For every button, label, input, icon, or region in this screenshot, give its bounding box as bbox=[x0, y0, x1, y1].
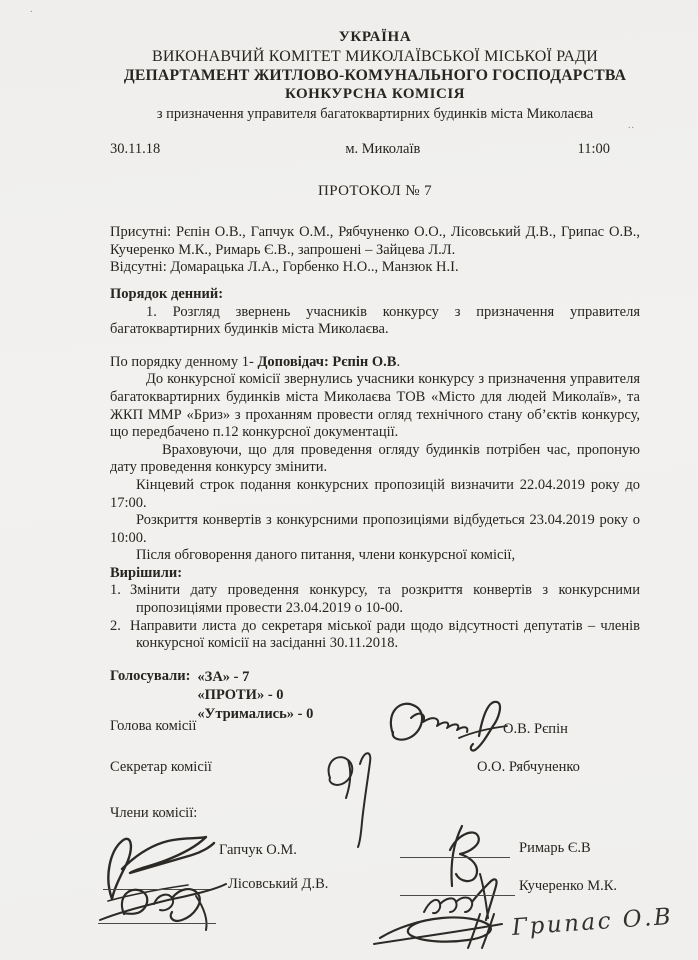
decision-item bbox=[110, 618, 640, 653]
voting-against: «ПРОТИ» - 0 bbox=[197, 687, 284, 704]
decision-item-text: Змінити дату проведення конкурсу, та розкриття конвертів з конкурсними пропозиціями провести 23.04.2019 о 10-00. bbox=[130, 582, 640, 617]
member-name-grypas-handwritten: Грипас О.В bbox=[511, 903, 675, 941]
chairman-role: Голова комісії bbox=[110, 718, 197, 734]
meeting-city: м. Миколаїв bbox=[345, 141, 421, 157]
signature-line bbox=[400, 857, 510, 858]
decision-item-text: Направити листа до секретаря міської ради щодо відсутності депутатів – членів конкурсної комісії на засіданні 30.11.2018. bbox=[130, 617, 640, 652]
scan-artifact: .. bbox=[628, 120, 635, 131]
header-department: ДЕПАРТАМЕНТ ЖИТЛОВО-КОМУНАЛЬНОГО ГОСПОДАРСТВА bbox=[123, 67, 627, 84]
decisions-heading: Вирішили: bbox=[110, 564, 183, 581]
meeting-date: 30.11.18 bbox=[110, 141, 161, 157]
report-paragraph: Кінцевий строк подання конкурсних пропозицій визначити 22.04.2019 року до 17:00. bbox=[110, 476, 640, 511]
signature-lisovskyi-icon bbox=[96, 868, 228, 932]
members-heading: Члени комісії: bbox=[110, 805, 198, 821]
header-committee: ВИКОНАВЧИЙ КОМІТЕТ МИКОЛАЇВСЬКОЇ МІСЬКОЇ РАДИ bbox=[152, 48, 598, 65]
header-commission: КОНКУРСНА КОМІСІЯ bbox=[284, 86, 466, 102]
secretary-role: Секретар комісії bbox=[110, 759, 212, 775]
report-paragraph: Розкриття конвертів з конкурсними пропозиціями відбудеться 23.04.2019 року о 10:00. bbox=[110, 512, 640, 546]
voting-abstained: «Утримались» - 0 bbox=[197, 705, 314, 722]
attendance-block bbox=[110, 224, 640, 277]
chairman-name: О.В. Рєпін bbox=[503, 721, 568, 737]
report-paragraph: Враховуючи, що для проведення огляду будинків потрібен час, пропоную дату проведення конкурсу змінити. bbox=[110, 441, 640, 476]
signature-line bbox=[103, 889, 213, 890]
present-line: Присутні: Рєпін О.В., Гапчук О.М., Рябчуненко О.О., Лісовський Д.В., Грипас О.В., Кучеренко М.К., Римарь Є.В., запрошені – Зайцева Л.Л. bbox=[110, 224, 640, 258]
report-intro bbox=[110, 354, 640, 372]
signature-gapchuk-icon bbox=[100, 833, 218, 903]
decision-item-number: 1. bbox=[110, 582, 121, 599]
signature-line bbox=[400, 895, 515, 896]
header-country: УКРАЇНА bbox=[338, 29, 412, 45]
meeting-time: 11:00 bbox=[577, 141, 610, 157]
meta-row bbox=[110, 141, 640, 159]
member-name-rymar: Римарь Є.В bbox=[519, 840, 591, 856]
document-header bbox=[110, 28, 640, 124]
voting-for: «ЗА» - 7 bbox=[197, 668, 250, 685]
signature-kucherenko-icon bbox=[416, 870, 508, 926]
report-speaker: Доповідач: Рєпін О.В bbox=[257, 353, 397, 370]
member-name-lisovskyi: Лісовський Д.В. bbox=[228, 876, 329, 892]
document-content bbox=[110, 28, 640, 723]
signature-grypas-icon bbox=[372, 908, 504, 956]
report-intro-regular: По порядку денному 1- bbox=[110, 353, 258, 370]
signature-rymar-icon bbox=[430, 820, 486, 890]
signature-line bbox=[98, 923, 216, 924]
agenda-item: 1. Розгляд звернень учасників конкурсу з призначення управителя багатоквартирних будинків міста Миколаєва. bbox=[110, 303, 640, 338]
voting-label: Голосували: bbox=[110, 667, 191, 684]
member-name-gapchuk: Гапчук О.М. bbox=[219, 842, 297, 858]
decision-item-number: 2. bbox=[110, 617, 121, 634]
agenda-heading: Порядок денний: bbox=[110, 285, 224, 302]
decision-item bbox=[110, 582, 640, 617]
member-name-kucherenko: Кучеренко М.К. bbox=[519, 878, 618, 894]
scan-artifact: . bbox=[30, 4, 34, 15]
report-paragraph: До конкурсної комісії звернулись учасники конкурсу з призначення управителя багатоквартирних будинків міста Миколаєва ТОВ «Місто для людей Миколаїв», та ЖКП ММР «Бриз» з проханням провести огляд технічного стану об’єктів конкурсу, що передбачено п.12 конкурсної документації. bbox=[110, 371, 640, 441]
decisions-list bbox=[110, 582, 640, 652]
voting-results bbox=[110, 668, 640, 723]
voting-values bbox=[197, 668, 313, 723]
signature-riabchunenko-icon bbox=[320, 742, 386, 848]
absent-line: Відсутні: Домарацька Л.А., Горбенко Н.О.., Манзюк Н.І. bbox=[110, 259, 459, 276]
header-subtitle: з призначення управителя багатоквартирних будинків міста Миколаєва bbox=[156, 106, 594, 122]
secretary-name: О.О. Рябчуненко bbox=[477, 759, 580, 775]
report-intro-tail: . bbox=[396, 353, 401, 370]
report-paragraph: Після обговорення даного питання, члени конкурсної комісії, bbox=[136, 547, 516, 564]
document-title: ПРОТОКОЛ № 7 bbox=[318, 182, 432, 199]
